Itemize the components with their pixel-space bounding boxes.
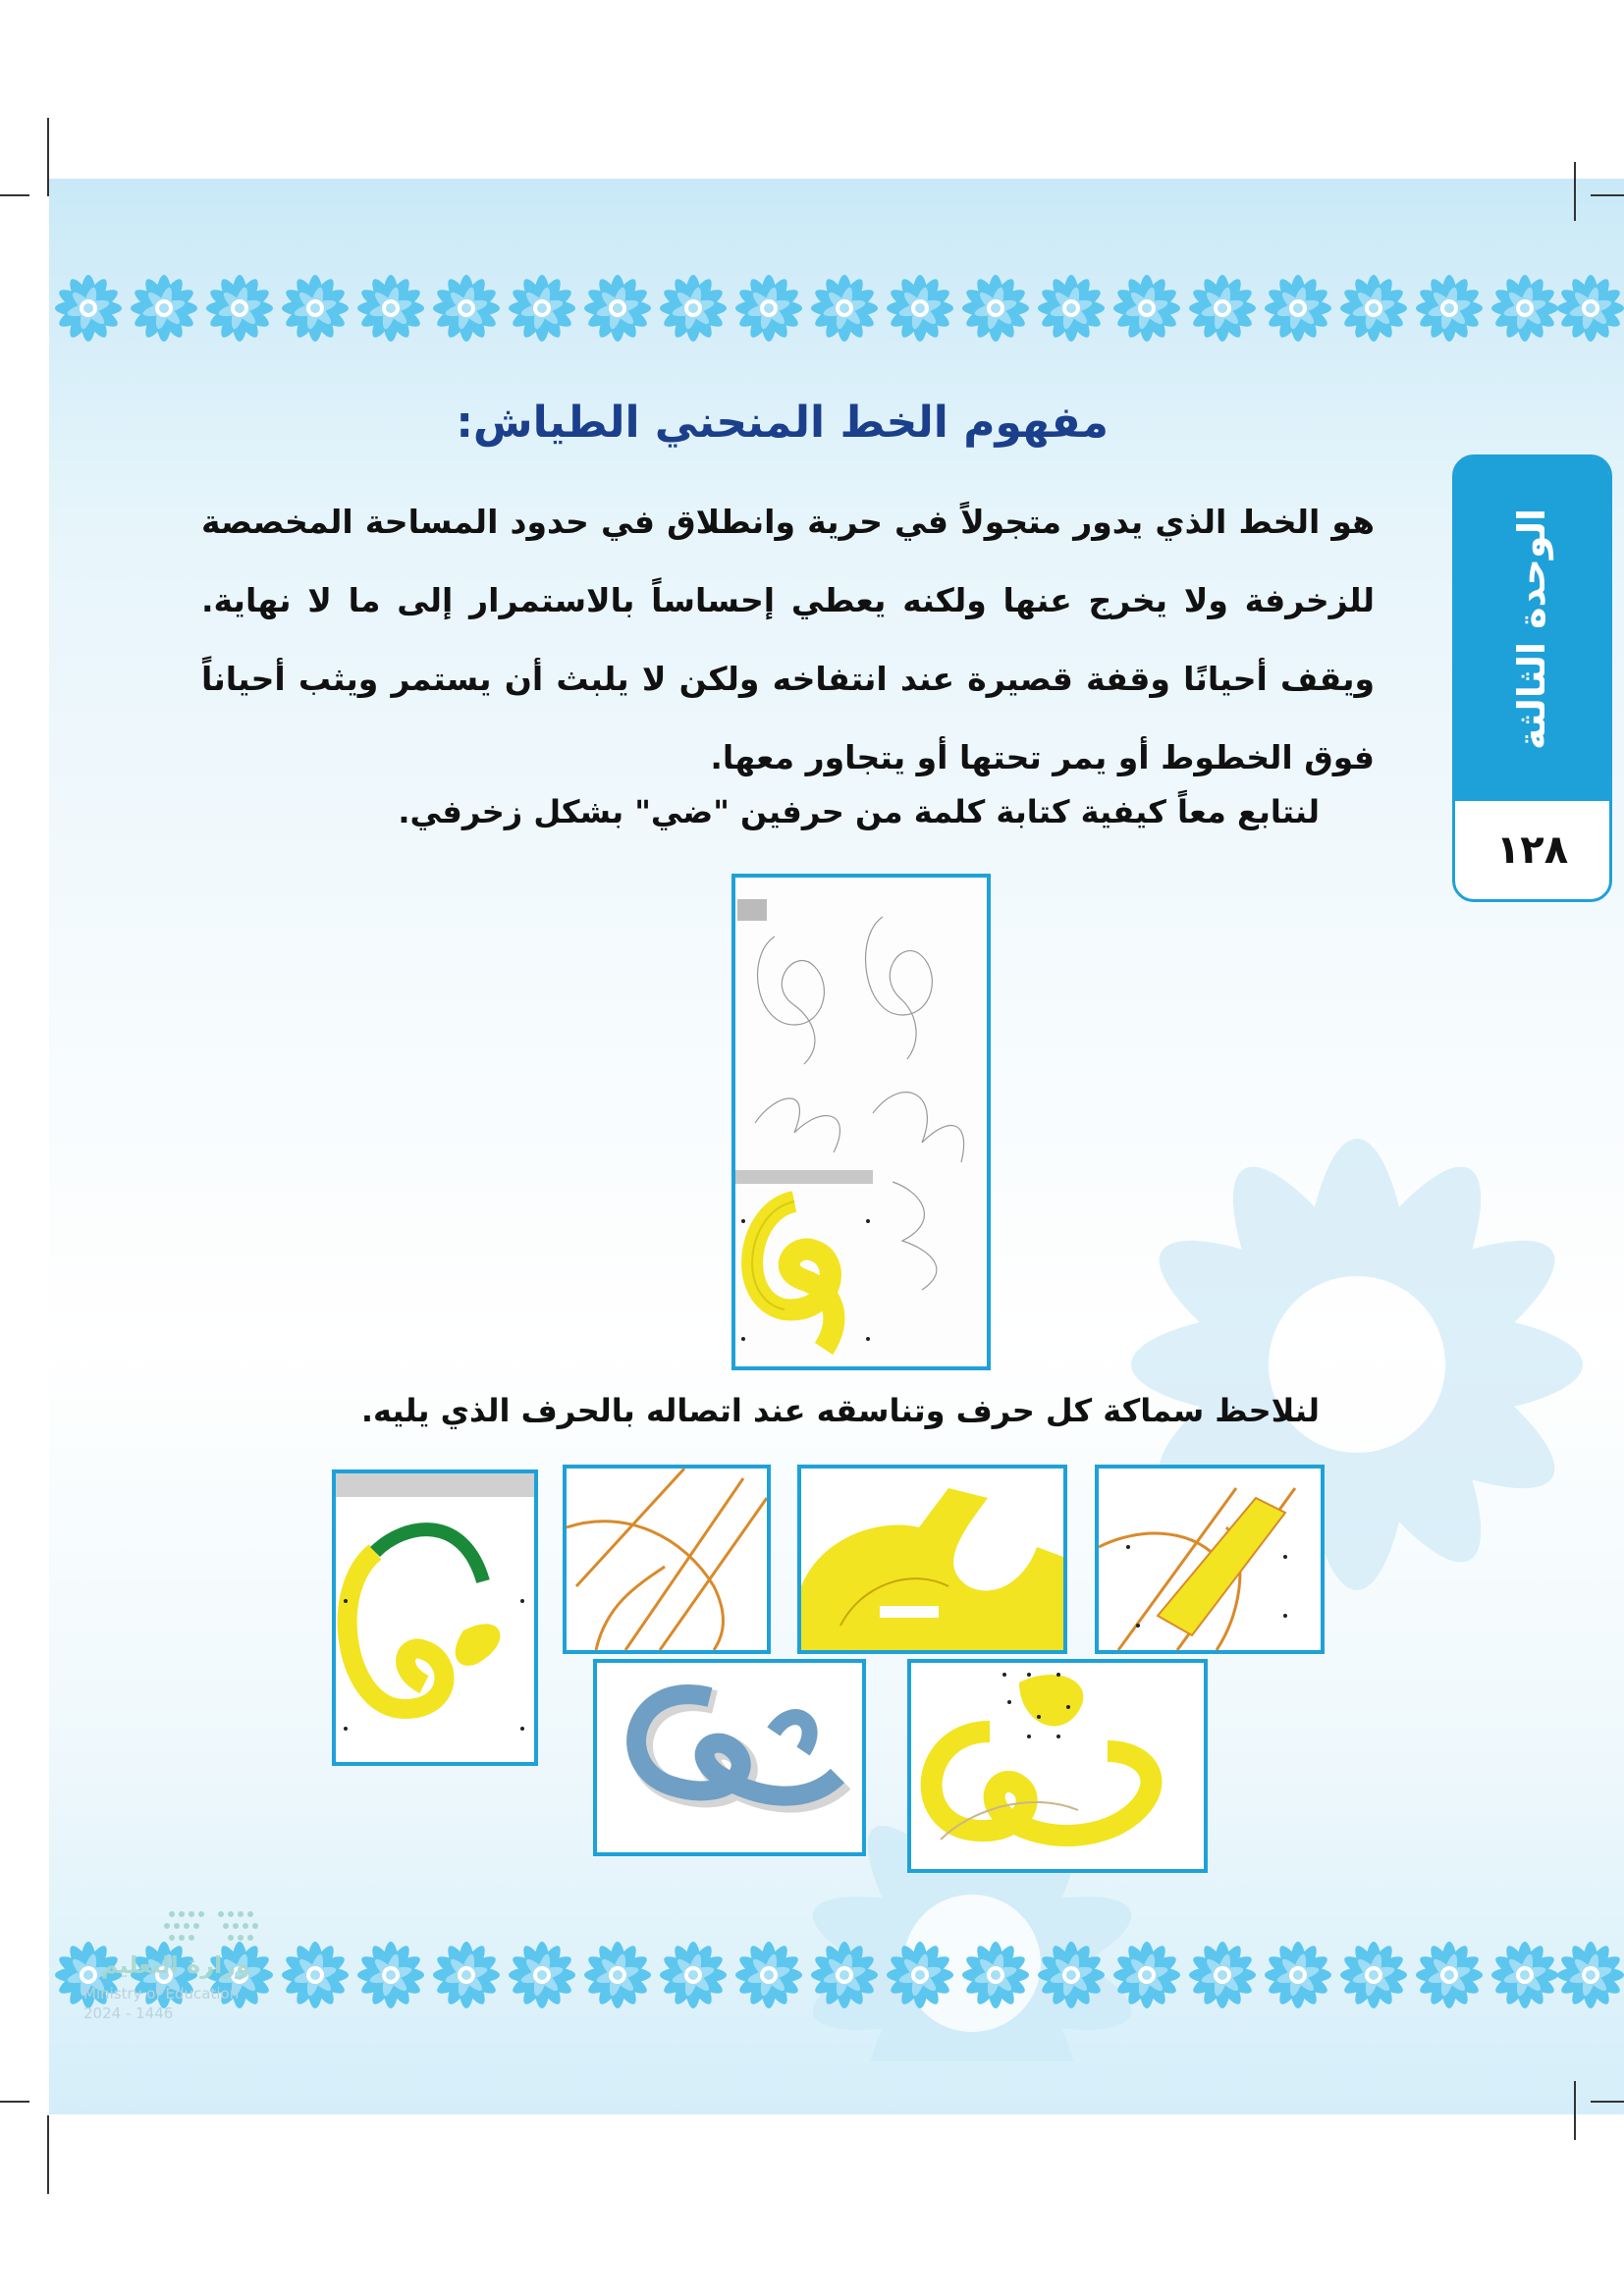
crop-mark <box>1574 162 1576 221</box>
ministry-name-ar: وزارة التعليم <box>100 1951 250 1979</box>
crop-mark <box>47 118 49 196</box>
figure-highlighted-segment <box>1095 1465 1325 1654</box>
instruction-one: لنتابع معاً كيفية كتابة كلمة من حرفين "ضي" بشكل زخرفي. <box>398 793 1320 830</box>
figure-yellow-word <box>907 1659 1208 1873</box>
ministry-logo-icon <box>83 1904 329 2061</box>
unit-label: الوحدة الثالثة <box>1510 507 1554 751</box>
figure-green-stroke <box>332 1469 538 1766</box>
definition-paragraph: هو الخط الذي يدور متجولاً في حرية وانطلاق في حدود المساحة المخصصة للزخرفة ولا يخرج عنها ولكنه يعطي إحساساً بالاستمرار إلى ما لا نهاية. ويقف أحيانًا وقفة قصيرة عند انتفاخه ولكن لا يلبث أن يستمر ويثب أحياناً فوق الخطوط أو يمر تحتها أو يتجاور معها. <box>201 503 1375 776</box>
crop-mark <box>47 2115 49 2194</box>
figure-yellow-shape <box>797 1465 1067 1654</box>
unit-label-box <box>1455 457 1609 801</box>
steps-figure <box>731 874 991 1370</box>
ministry-name-en: Ministry of Education <box>83 1985 240 2002</box>
calligraphy-steps-illustration <box>735 878 987 1366</box>
crop-mark <box>1591 2101 1624 2103</box>
figure-shadowed-word <box>593 1659 866 1856</box>
crop-mark <box>1591 194 1624 196</box>
crop-mark <box>0 194 29 196</box>
figure-orange-lines <box>563 1465 771 1654</box>
page-title: مفهوم الخط المنحني الطياش: <box>456 398 1109 448</box>
ministry-logo <box>83 1904 329 2061</box>
page-number: ١٢٨ <box>1495 828 1569 873</box>
flower-border-top <box>49 267 1624 349</box>
crop-mark <box>0 2101 29 2103</box>
crop-mark <box>1574 2081 1576 2140</box>
ministry-year: 2024 - 1446 <box>83 2004 174 2022</box>
unit-side-tab <box>1452 454 1612 902</box>
instruction-two: لنلاحظ سماكة كل حرف وتناسقه عند اتصاله بالحرف الذي يليه. <box>360 1392 1320 1429</box>
